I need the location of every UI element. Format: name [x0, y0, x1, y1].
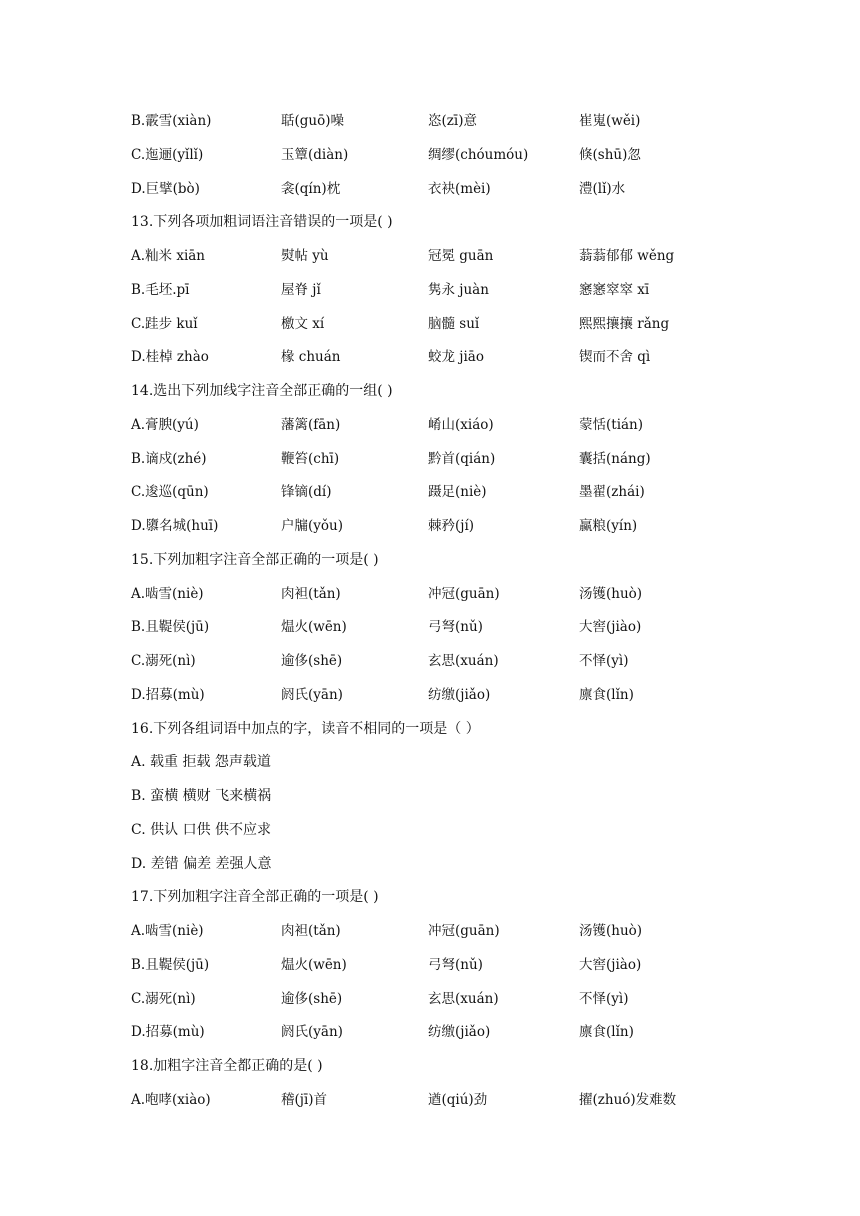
option-cell: 蛟龙 jiāo: [428, 349, 484, 366]
option-cell: 锋镝(dí): [281, 484, 332, 501]
option-cell: 擢(zhuó)发难数: [579, 1091, 677, 1108]
option-row: [0, 279, 860, 301]
question-text: A. 载重 拒载 怨声载道: [131, 754, 271, 771]
option-cell: 逾侈(shē): [281, 653, 343, 669]
option-row: [0, 650, 860, 672]
option-cell: 屋脊 jǐ: [281, 281, 321, 298]
option-cell: D.招募(mù): [131, 1024, 205, 1041]
question-line: [0, 718, 860, 740]
option-cell: 棘矜(jí): [428, 518, 475, 534]
option-cell: 衾(qín)枕: [281, 180, 341, 197]
question-line: [0, 886, 860, 908]
option-row: [0, 988, 860, 1010]
option-cell: 肉袒(tǎn): [281, 585, 341, 602]
option-cell: 玄思(xuán): [428, 990, 499, 1007]
option-cell: 玉簟(diàn): [281, 146, 349, 163]
option-cell: 隽永 juàn: [428, 281, 489, 298]
option-row: [0, 178, 860, 200]
option-cell: 阏氏(yān): [281, 1024, 343, 1041]
option-cell: C.跬步 kuǐ: [131, 315, 198, 332]
option-cell: 纺缴(jiǎo): [428, 1024, 491, 1041]
option-row: [0, 1021, 860, 1043]
option-cell: 冲冠(guān): [428, 923, 500, 939]
option-cell: 阏氏(yān): [281, 686, 343, 703]
option-cell: 绸缪(chóumóu): [428, 146, 529, 163]
option-cell: 崔嵬(wěi): [579, 113, 641, 129]
option-cell: 不怿(yì): [579, 990, 629, 1007]
option-row: [0, 1089, 860, 1111]
option-cell: D.招募(mù): [131, 686, 205, 703]
option-cell: 崤山(xiáo): [428, 416, 494, 433]
option-cell: 大窖(jiào): [579, 619, 642, 636]
option-row: [0, 515, 860, 537]
question-line: [0, 549, 860, 571]
option-cell: 不怿(yì): [579, 653, 629, 669]
option-cell: B.毛坯.pī: [131, 281, 190, 298]
option-cell: 蒙恬(tián): [579, 416, 644, 433]
option-cell: B.谪戍(zhé): [131, 450, 207, 467]
option-row: [0, 346, 860, 368]
option-cell: 冲冠(guān): [428, 585, 500, 602]
option-row: [0, 144, 860, 166]
option-row: [0, 583, 860, 605]
question-line: [0, 211, 860, 233]
option-cell: 黔首(qián): [428, 450, 496, 467]
option-cell: 户牖(yǒu): [281, 518, 343, 534]
option-cell: 煴火(wēn): [281, 956, 347, 973]
question-line: [0, 853, 860, 875]
option-cell: 赢粮(yín): [579, 518, 638, 534]
option-cell: 玄思(xuán): [428, 653, 499, 669]
option-cell: 衣袂(mèi): [428, 180, 491, 197]
option-cell: 汤镬(huò): [579, 585, 643, 602]
option-cell: 稽(jī)首: [281, 1091, 328, 1108]
option-row: [0, 448, 860, 470]
question-line: [0, 785, 860, 807]
option-cell: 锲而不舍 qì: [579, 349, 651, 366]
option-cell: 遒(qiú)劲: [428, 1091, 488, 1108]
option-cell: C.溺死(nì): [131, 990, 196, 1007]
option-cell: 囊括(náng): [579, 450, 651, 467]
question-line: [0, 1055, 860, 1077]
option-cell: 弓弩(nǔ): [428, 956, 483, 973]
option-cell: B.霰雪(xiàn): [131, 113, 212, 129]
question-text: 15.下列加粗字注音全部正确的一项是( ): [131, 551, 379, 568]
option-cell: 纺缴(jiǎo): [428, 686, 491, 703]
option-cell: A.籼米 xiān: [131, 248, 206, 264]
question-text: 14.选出下列加线字注音全部正确的一组( ): [131, 383, 393, 399]
option-row: [0, 313, 860, 335]
option-cell: 廪食(lǐn): [579, 686, 634, 703]
option-cell: A.啮雪(niè): [131, 585, 204, 602]
question-text: 17.下列加粗字注音全部正确的一项是( ): [131, 889, 379, 906]
question-text: D. 差错 偏差 差强人意: [131, 855, 272, 872]
question-text: C. 供认 口供 供不应求: [131, 821, 272, 838]
option-cell: 恣(zī)意: [428, 113, 477, 129]
option-row: [0, 414, 860, 436]
option-cell: 熙熙攘攘 rǎng: [579, 315, 670, 332]
option-row: [0, 920, 860, 942]
option-cell: 煴火(wēn): [281, 619, 347, 636]
option-row: [0, 954, 860, 976]
question-text: 13.下列各项加粗词语注音错误的一项是( ): [131, 214, 393, 231]
option-cell: C.迤逦(yǐlǐ): [131, 146, 204, 163]
option-cell: 蹑足(niè): [428, 484, 487, 501]
option-cell: 脑髓 suǐ: [428, 315, 480, 332]
option-cell: 聒(guō)噪: [281, 113, 344, 129]
option-cell: 廪食(lǐn): [579, 1024, 634, 1041]
option-cell: D.巨擘(bò): [131, 180, 200, 197]
option-cell: 澧(lǐ)水: [579, 180, 626, 197]
option-cell: 大窖(jiào): [579, 956, 642, 973]
option-cell: C.溺死(nì): [131, 653, 196, 669]
option-row: [0, 245, 860, 267]
option-cell: 逾侈(shē): [281, 990, 343, 1007]
question-line: [0, 819, 860, 841]
question-text: 18.加粗字注音全都正确的是( ): [131, 1058, 323, 1074]
option-row: [0, 616, 860, 638]
option-row: [0, 110, 860, 132]
option-row: [0, 481, 860, 503]
option-cell: A.咆哮(xiào): [131, 1091, 211, 1108]
option-cell: 弓弩(nǔ): [428, 619, 483, 636]
option-cell: 肉袒(tǎn): [281, 923, 341, 939]
option-cell: 倏(shū)忽: [579, 146, 641, 163]
option-cell: 窸窸窣窣 xī: [579, 281, 650, 298]
option-cell: B.且鞮侯(jū): [131, 956, 210, 973]
question-text: 16.下列各组词语中加点的字，读音不相同的一项是（ ）: [131, 720, 480, 737]
option-cell: D.隳名城(huī): [131, 518, 219, 534]
option-cell: C.逡巡(qūn): [131, 484, 209, 501]
question-line: [0, 380, 860, 402]
option-cell: 檄文 xí: [281, 315, 325, 332]
option-cell: 汤镬(huò): [579, 923, 643, 939]
option-cell: D.桂棹 zhào: [131, 349, 209, 366]
option-cell: 鞭笞(chī): [281, 450, 340, 467]
option-cell: A.膏腴(yú): [131, 416, 199, 433]
option-cell: A.啮雪(niè): [131, 923, 204, 939]
option-row: [0, 684, 860, 706]
option-cell: 墨翟(zhái): [579, 484, 645, 501]
option-cell: 椽 chuán: [281, 349, 341, 366]
option-cell: 熨帖 yù: [281, 248, 329, 264]
question-text: B. 蛮横 横财 飞来横祸: [131, 788, 272, 804]
option-cell: 蓊蓊郁郁 wěng: [579, 248, 675, 264]
option-cell: 冠冕 guān: [428, 248, 494, 264]
question-line: [0, 751, 860, 773]
option-cell: 藩篱(fān): [281, 416, 341, 433]
option-cell: B.且鞮侯(jū): [131, 619, 210, 636]
